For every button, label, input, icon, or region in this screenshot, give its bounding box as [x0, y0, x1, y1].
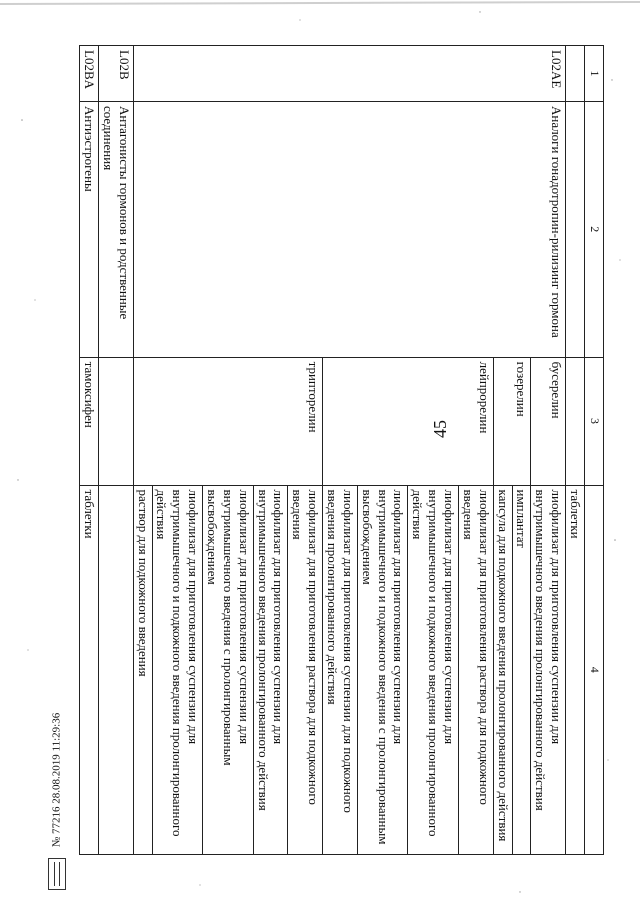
group-cell: Аналоги гонадотропин-рилизинг гормона	[133, 101, 565, 357]
form-cell: имплантат	[512, 485, 531, 855]
inn-cell: тамоксифен	[80, 357, 99, 485]
table-row	[531, 46, 566, 855]
inn-cell	[98, 357, 133, 485]
group-cell: Антиэстрогены	[80, 101, 99, 357]
form-cell: лиофилизат для приготовления раствора для подкожного введения	[288, 485, 323, 855]
document-footer	[48, 713, 66, 890]
code-cell: L02B	[98, 46, 133, 102]
form-cell: капсула для подкожного введения пролонгированного действия	[493, 485, 512, 855]
header-col-2: 2	[585, 101, 604, 357]
code-cell	[566, 46, 585, 102]
form-cell: лиофилизат для приготовления суспензии для внутримышечного введения пролонгированного действия	[253, 485, 288, 855]
inn-cell: гозерелин	[493, 357, 531, 485]
form-cell	[98, 485, 133, 855]
header-col-4: 4	[585, 485, 604, 855]
drug-table-container	[44, 45, 604, 855]
form-cell: лиофилизат для приготовления суспензии для внутримышечного и подкожного введения пролонгированного действия	[408, 485, 459, 855]
drug-table	[79, 45, 604, 855]
form-cell: лиофилизат для приготовления суспензии для внутримышечного и подкожного введения пролонгированного действия	[152, 485, 203, 855]
inn-cell: трипторелин	[133, 357, 322, 485]
form-cell: лиофилизат для приготовления суспензии для внутримышечного введения с пролонгированным высвобождением	[203, 485, 254, 855]
header-col-1: 1	[585, 46, 604, 102]
form-cell: лиофилизат для приготовления суспензии для подкожного введения пролонгированного действия	[323, 485, 358, 855]
inn-cell	[566, 357, 585, 485]
form-cell: лиофилизат для приготовления суспензии для внутримышечного введения пролонгированного действия	[531, 485, 566, 855]
table-row	[98, 46, 133, 855]
header-col-3: 3	[585, 357, 604, 485]
form-cell: лиофилизат для приготовления раствора для подкожного введения	[458, 485, 493, 855]
stamp-icon	[48, 858, 66, 890]
document-reference: № 77216 28.08.2019 11:29:36	[50, 712, 63, 848]
group-cell: Антагонисты гормонов и родственные соединения	[98, 101, 133, 357]
form-cell: раствор для подкожного введения	[133, 485, 152, 855]
inn-cell: бусерелин	[531, 357, 566, 485]
form-cell: таблетки	[80, 485, 99, 855]
table-row	[566, 46, 585, 855]
group-cell	[566, 101, 585, 357]
code-cell: L02BA	[80, 46, 99, 102]
header-row	[585, 46, 604, 855]
code-cell: L02AE	[133, 46, 565, 102]
form-cell: таблетки	[566, 485, 585, 855]
table-row	[80, 46, 99, 855]
page-number: 45	[430, 420, 450, 438]
inn-cell: лейпрорелин	[323, 357, 494, 485]
form-cell: лиофилизат для приготовления суспензии для внутримышечного и подкожного введения с пролонгированным высвобождением	[357, 485, 408, 855]
